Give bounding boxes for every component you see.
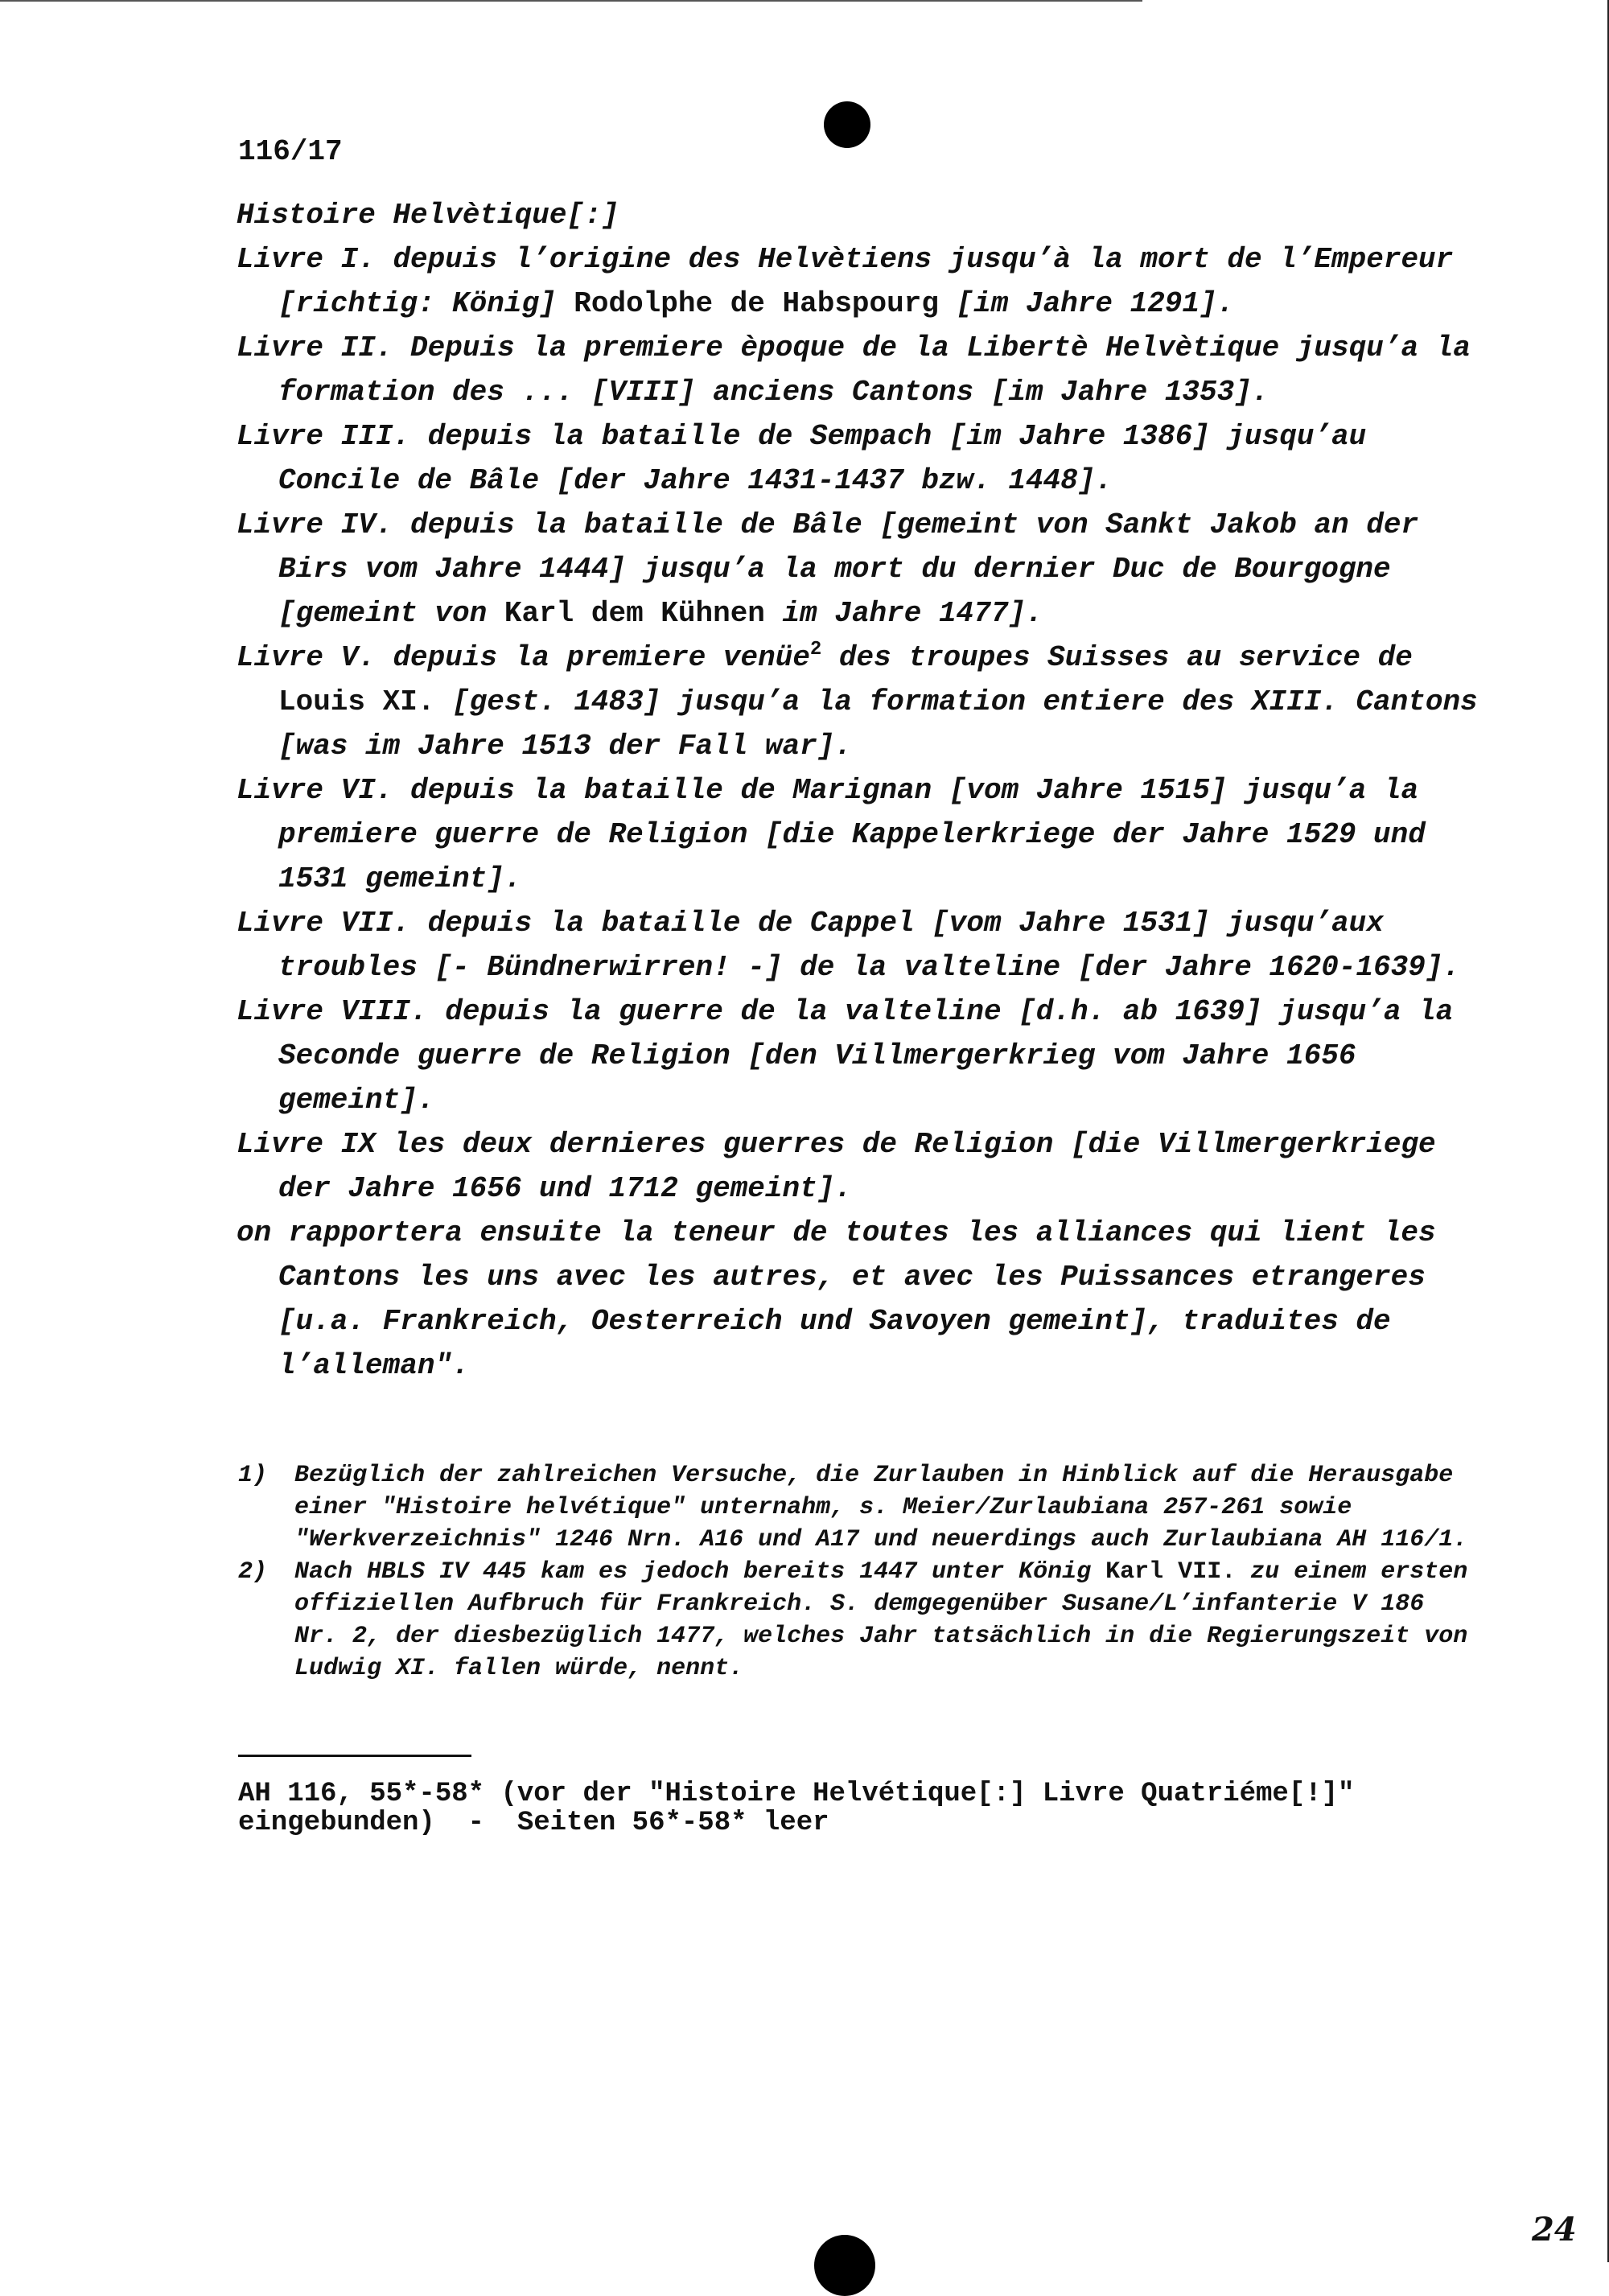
book-entry-3: Livre III. depuis la bataille de Sempach [im Jahre 1386] jusqu’au Concile de Bâle [der Jahre 1431-1437 bzw. 1448]. [237, 420, 1367, 497]
source-note [238, 1780, 1525, 1837]
scan-edge-top [0, 0, 1142, 2]
footnote-text: Nach HBLS IV 445 kam es jedoch bereits 1447 unter König Karl VII. zu einem ersten offiziellen Aufbruch für Frankreich. S. demgegenüber Susane/L’infanterie V 186 Nr. 2, der diesbezüglich 1477, welches Jahr tatsächlich in die Regierungszeit von Ludwig XI. fallen würde, nennt. [294, 1558, 1468, 1682]
footnote-2 [238, 1556, 1477, 1685]
book-entry-8: Livre VIII. depuis la guerre de la valteline [d.h. ab 1639] jusqu’a la Seconde guerre de Religion [den Villmergerkrieg vom Jahre 1656 gemeint]. [237, 995, 1454, 1117]
footnotes [238, 1459, 1477, 1685]
document-title: Histoire Helvètique[:] [237, 199, 619, 232]
book-entry-2: Livre II. Depuis la premiere èpoque de la Libertè Helvètique jusqu’a la formation des ... [VIII] anciens Cantons [im Jahre 1353]. [237, 331, 1471, 409]
punch-hole-bottom [814, 2235, 875, 2296]
footnote-1 [238, 1459, 1477, 1556]
book-entry-9: Livre IX les deux dernieres guerres de Religion [die Villmergerkriege der Jahre 1656 und 1712 gemeint]. [237, 1128, 1436, 1205]
punch-hole-top [824, 101, 870, 148]
book-entry-4: Livre IV. depuis la bataille de Bâle [gemeint von Sankt Jakob an der Birs vom Jahre 1444] jusqu’a la mort du dernier Duc de Bourgogne [gemeint von Karl dem Kühnen im Jahre 1477]. [237, 508, 1419, 630]
person-name: Karl dem Kühnen [504, 597, 765, 630]
document-body [237, 193, 1492, 1388]
person-name: Rodolphe de Habspourg [574, 287, 939, 320]
source-note-line-2: eingebunden) - Seiten 56*-58* leer [238, 1808, 829, 1838]
footnote-marker: 2 [809, 639, 822, 660]
footnote-text: Bezüglich der zahlreichen Versuche, die Zurlauben in Hinblick auf die Herausgabe einer "Histoire helvétique" unternahm, s. Meier/Zurlaubiana 257-261 sowie "Werkverzeichnis" 1246 Nrn. A16 und A17 und neuerdings auch Zurlaubiana AH 116/1. [294, 1462, 1468, 1553]
footnote-number: 2) [238, 1558, 268, 1586]
closing-paragraph: on rapportera ensuite la teneur de toutes les alliances qui lient les Cantons les uns avec les autres, et avec les Puissances etrangeres [u.a. Frankreich, Oesterreich und Savoyen gemeint], traduites de l’alleman". [237, 1216, 1436, 1382]
page-number: 24 [1532, 2211, 1577, 2249]
book-entry-6: Livre VI. depuis la bataille de Marignan [vom Jahre 1515] jusqu’a la premiere guerre de Religion [die Kappelerkriege der Jahre 1529 und 1531 gemeint]. [237, 774, 1426, 895]
person-name: Louis XI. [278, 685, 435, 718]
person-name: Karl VII. [1105, 1558, 1237, 1586]
book-entry-1: Livre I. depuis l’origine des Helvètiens jusqu’à la mort de l’Empereur [richtig: König] Rodolphe de Habspourg [im Jahre 1291]. [237, 243, 1454, 320]
footnote-number: 1) [238, 1462, 268, 1489]
source-note-line-1: AH 116, 55*-58* (vor der "Histoire Helvétique[:] Livre Quatriéme[!]" [238, 1779, 1355, 1809]
book-entry-5: Livre V. depuis la premiere venüe$^2$ des troupes Suisses au service de Louis XI. [gest. 1483] jusqu’a la formation entiere des XIII. Cantons [was im Jahre 1513 der Fall war]. [237, 639, 1478, 763]
document-reference: 116/17 [238, 135, 343, 168]
footnote-divider [238, 1755, 471, 1757]
book-entry-7: Livre VII. depuis la bataille de Cappel [vom Jahre 1531] jusqu’aux troubles [- Bündnerwirren! -] de la valteline [der Jahre 1620-1639]. [237, 907, 1461, 984]
